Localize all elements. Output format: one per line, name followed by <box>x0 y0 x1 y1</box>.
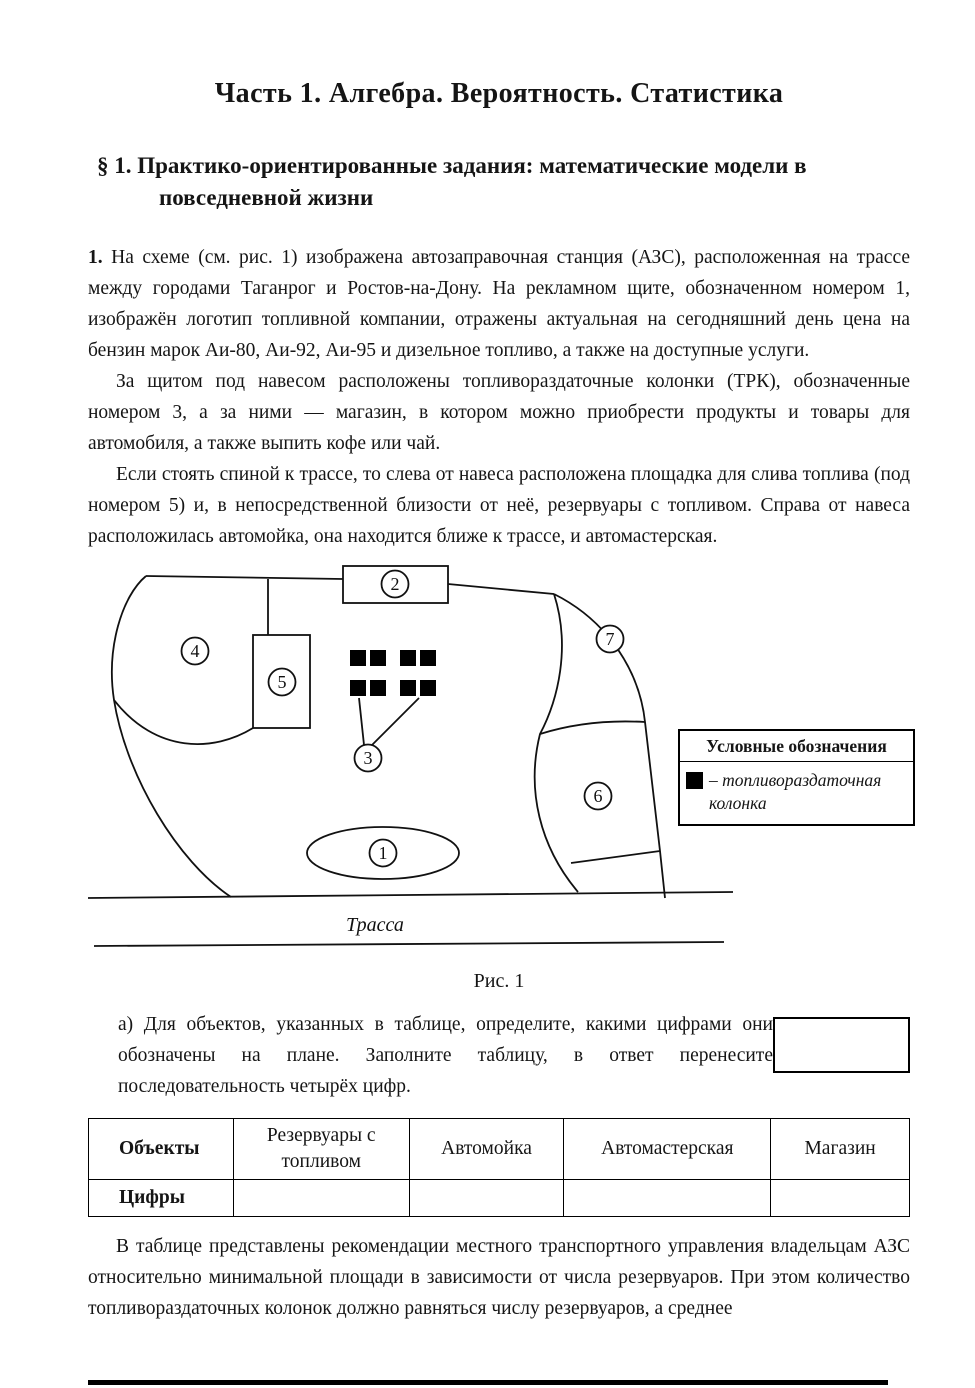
legend-title: Условные обозначения <box>680 731 913 762</box>
fuel-dispenser-icon <box>400 650 416 666</box>
page-bottom-rule <box>88 1380 888 1385</box>
table-column-reservoirs: Резервуары с топливом <box>233 1119 409 1180</box>
problem-paragraph-1-text: На схеме (см. рис. 1) изображена автозаправочная станция (АЗС), расположенная на трассе между городами Таганрог и Ростов-на-Дону. На рекламном щите, обозначенном номером 1, изображён логотип топливной компании, отражены актуальная на сегодняшний день цена на бензин марок Аи-80, Аи-92, Аи-95 и дизельное топливо, а также на доступные услуги. <box>88 247 911 361</box>
plan-inner-right-curve <box>535 594 578 892</box>
marker-label-2: 2 <box>390 574 400 594</box>
page-title: Часть 1. Алгебра. Вероятность. Статистика <box>214 78 784 109</box>
problem-paragraph-1 <box>88 242 910 366</box>
road-line-bottom <box>94 942 724 946</box>
figure-gas-station-plan <box>88 562 918 952</box>
fuel-dispenser-icon <box>350 650 366 666</box>
answer-cell-shop <box>771 1180 910 1217</box>
marker-label-3: 3 <box>363 748 373 768</box>
fuel-dispenser-icon <box>686 772 703 789</box>
road-label: Трасса <box>346 914 404 936</box>
marker-label-5: 5 <box>277 672 287 692</box>
table-column-shop: Магазин <box>771 1119 910 1180</box>
legend-item <box>680 762 913 824</box>
plan-area4-curve <box>114 700 253 744</box>
fuel-dispenser-icon <box>370 650 386 666</box>
plan-pointer-line <box>372 698 419 745</box>
table-column-workshop: Автомастерская <box>564 1119 771 1180</box>
plan-top-edge-left <box>146 576 343 579</box>
paragraph-after-table: В таблице представлены рекомендации местного транспортного управления владельцам АЗС относительно минимальной площади в зависимости от числа резервуаров. При этом количество топливораздаточных колонок должно равняться числу резервуаров, а среднее <box>88 1236 910 1319</box>
plan-pointer-line <box>359 698 364 745</box>
answer-cell-carwash <box>409 1180 564 1217</box>
answer-cell-reservoirs <box>233 1180 409 1217</box>
legend-item-label: – топливораздаточная колонка <box>709 770 882 813</box>
objects-table <box>88 1118 910 1217</box>
fuel-dispenser-icon <box>400 680 416 696</box>
answer-box <box>773 1017 910 1073</box>
marker-label-4: 4 <box>190 641 200 661</box>
problem-paragraph-2: За щитом под навесом расположены топливораздаточные колонки (ТРК), обозначенные номером 3, а за ними — магазин, в котором можно приобрести продукты и товары для автомобиля, а также выпить кофе или чай. <box>88 371 910 454</box>
legend-box <box>678 729 915 826</box>
answer-cell-workshop <box>564 1180 771 1217</box>
fuel-dispenser-icon <box>420 680 436 696</box>
plan-left-boundary <box>112 576 231 897</box>
plan-top-edge-right <box>448 584 554 594</box>
fuel-dispenser-icon <box>370 680 386 696</box>
plan-area6-bottom <box>571 851 660 863</box>
part-a-block <box>118 1009 910 1102</box>
section-heading: § 1. Практико-ориентированные задания: математические модели в повседневной жизни <box>97 153 807 210</box>
marker-label-6: 6 <box>593 786 603 806</box>
figure-caption: Рис. 1 <box>473 970 525 992</box>
table-header-digits: Цифры <box>89 1180 234 1217</box>
fuel-dispenser-icon <box>420 650 436 666</box>
table-header-objects: Объекты <box>89 1119 234 1180</box>
table-row-objects <box>89 1119 910 1180</box>
table-row-digits <box>89 1180 910 1217</box>
problem-paragraph-3: Если стоять спиной к трассе, то слева от навеса расположена площадка для слива топлива (под номером 5) и, в непосредственной близости от неё, резервуары с топливом. Справа от навеса расположилась автомойка, она находится ближе к трассе, и автомастерская. <box>88 464 910 547</box>
plan-divider-7-6 <box>540 721 645 734</box>
fuel-dispenser-icon <box>350 680 366 696</box>
problem-number: 1. <box>88 247 103 268</box>
part-a-text: а) Для объектов, указанных в таблице, определите, какими цифрами они обозначены на плане. Заполните таблицу, в ответ перенесите последовательность четырёх цифр. <box>118 1014 773 1097</box>
table-column-carwash: Автомойка <box>409 1119 564 1180</box>
marker-label-7: 7 <box>605 629 615 649</box>
road-line-top <box>88 892 733 898</box>
marker-label-1: 1 <box>378 843 388 863</box>
